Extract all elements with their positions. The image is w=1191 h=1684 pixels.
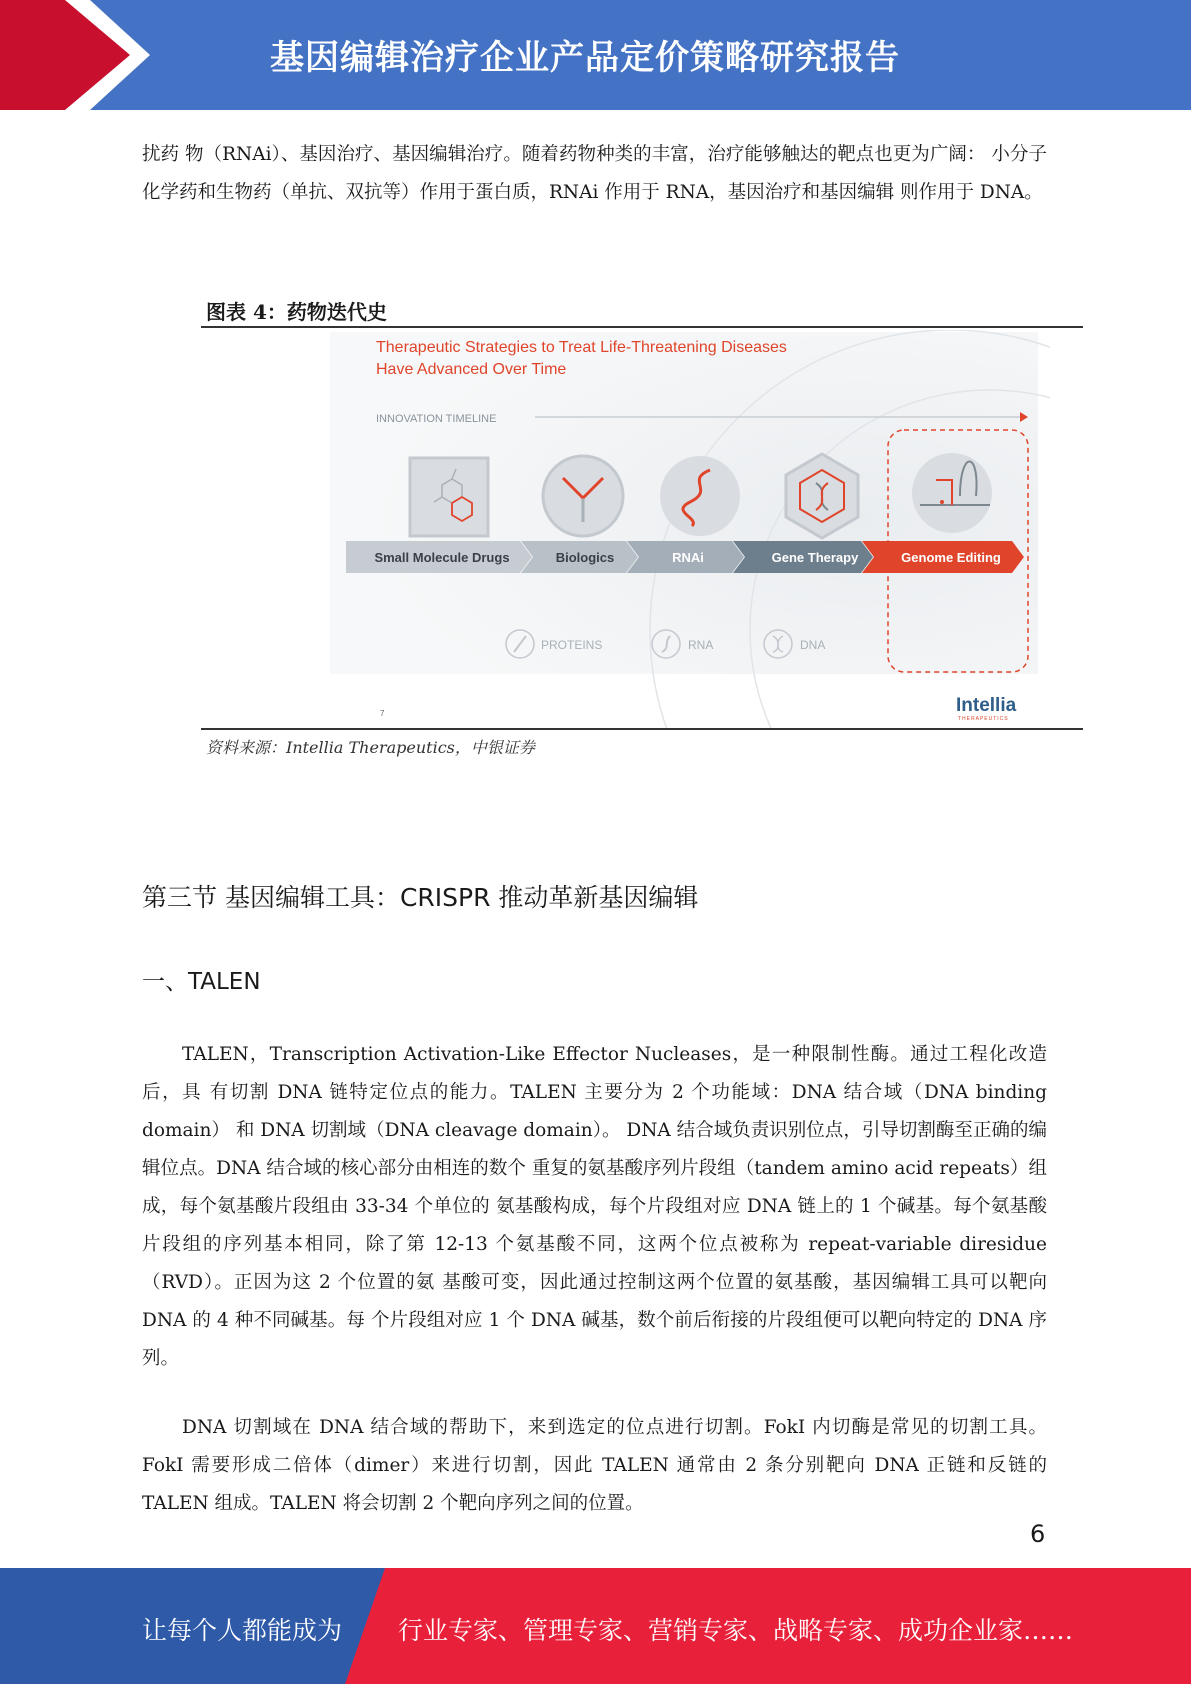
rna-icon — [660, 456, 740, 536]
header-title: 基因编辑治疗企业产品定价策略研究报告 — [270, 38, 900, 78]
genome-editing-icon — [912, 453, 992, 533]
intellia-logo — [956, 695, 1017, 722]
page-number: 6 — [1030, 1520, 1046, 1548]
svg-text:Intellia: Intellia — [956, 695, 1017, 716]
stage-label-rnai: RNAi — [672, 550, 704, 565]
timeline-label: INNOVATION TIMELINE — [376, 413, 497, 425]
stage-label-biologics: Biologics — [555, 550, 615, 565]
figure-bottom-rule — [201, 728, 1083, 730]
figure-top-rule — [201, 326, 1083, 328]
footer-left-text: 让每个人都能成为 — [142, 1616, 343, 1645]
subsection-heading: 一、TALEN — [142, 969, 261, 995]
svg-text:THERAPEUTICS: THERAPEUTICS — [958, 716, 1009, 722]
stage-label-small-molecule: Small Molecule Drugs — [374, 550, 510, 565]
header-bar — [0, 0, 1191, 110]
target-rna: RNA — [688, 638, 714, 652]
figure-title-line1: Therapeutic Strategies to Treat Life-Threatening Diseases — [376, 339, 787, 356]
stage-label-genome-editing: Genome Editing — [901, 550, 1001, 565]
target-proteins: PROTEINS — [541, 638, 603, 652]
antibody-icon — [543, 456, 623, 536]
figure-source: 资料来源：Intellia Therapeutics，中银证券 — [206, 738, 535, 757]
talen-paragraph: TALEN，Transcription Activation-Like Effector Nucleases，是一种限制性酶。通过工程化改造后，具 有切割 DNA 链特定位点的能力。TALEN 主要分为 2 个功能域：DNA 结合域（DNA binding domain） 和 DNA 切割域（DNA cleavage domain）。 DNA 结合域负责识别位点，引导切割酶至正确的编辑位点。DNA 结合域的核心部分由相连的数个 重复的氨基酸序列片段组（tandem amino acid repeats）组成，每个氨基酸片段组由 33-34 个单位的 氨基酸构成，每个片段组对应 DNA 链上的 1 个碱基。每个氨基酸片段组的序列基本相同，除了第 12-13 个氨基酸不同，这两个位点被称为 repeat-variable diresidue（RVD）。正因为这 2 个位置的氨 基酸可变，因此通过控制这两个位置的氨基酸，基因编辑工具可以靶向 DNA 的 4 种不同碱基。每 个片段组对应 1 个 DNA 碱基，数个前后衔接的片段组便可以靶向特定的 DNA 序列。 — [142, 1044, 1047, 1369]
intro-paragraph: 扰药 物（RNAi）、基因治疗、基因编辑治疗。随着药物种类的丰富，治疗能够触达的靶点也更为广阔： 小分子化学药和生物药（单抗、双抗等）作用于蛋白质，RNAi 作用于 RNA，基因治疗和基因编辑 则作用于 DNA。 — [142, 144, 1047, 203]
footer-right-text: 行业专家、管理专家、营销专家、战略专家、成功企业家…… — [398, 1616, 1074, 1645]
stage-label-gene-therapy: Gene Therapy — [771, 550, 859, 565]
target-dna: DNA — [800, 638, 826, 652]
figure-drug-timeline — [330, 330, 1050, 730]
section-heading: 第三节 基因编辑工具：CRISPR 推动革新基因编辑 — [142, 883, 699, 912]
cleavage-paragraph: DNA 切割域在 DNA 结合域的帮助下，来到选定的位点进行切割。FokI 内切酶是常见的切割工具。 FokI 需要形成二倍体（dimer）来进行切割，因此 TALEN 通常由 2 条分别靶向 DNA 正链和反链的 TALEN 组成。TALEN 将会切割 2 个靶向序列之间的位置。 — [142, 1417, 1047, 1514]
figure-title-line2: Have Advanced Over Time — [376, 361, 567, 378]
slide-number: 7 — [380, 709, 385, 718]
small-molecule-icon — [410, 458, 488, 536]
figure-caption: 图表 4：药物迭代史 — [206, 300, 387, 324]
